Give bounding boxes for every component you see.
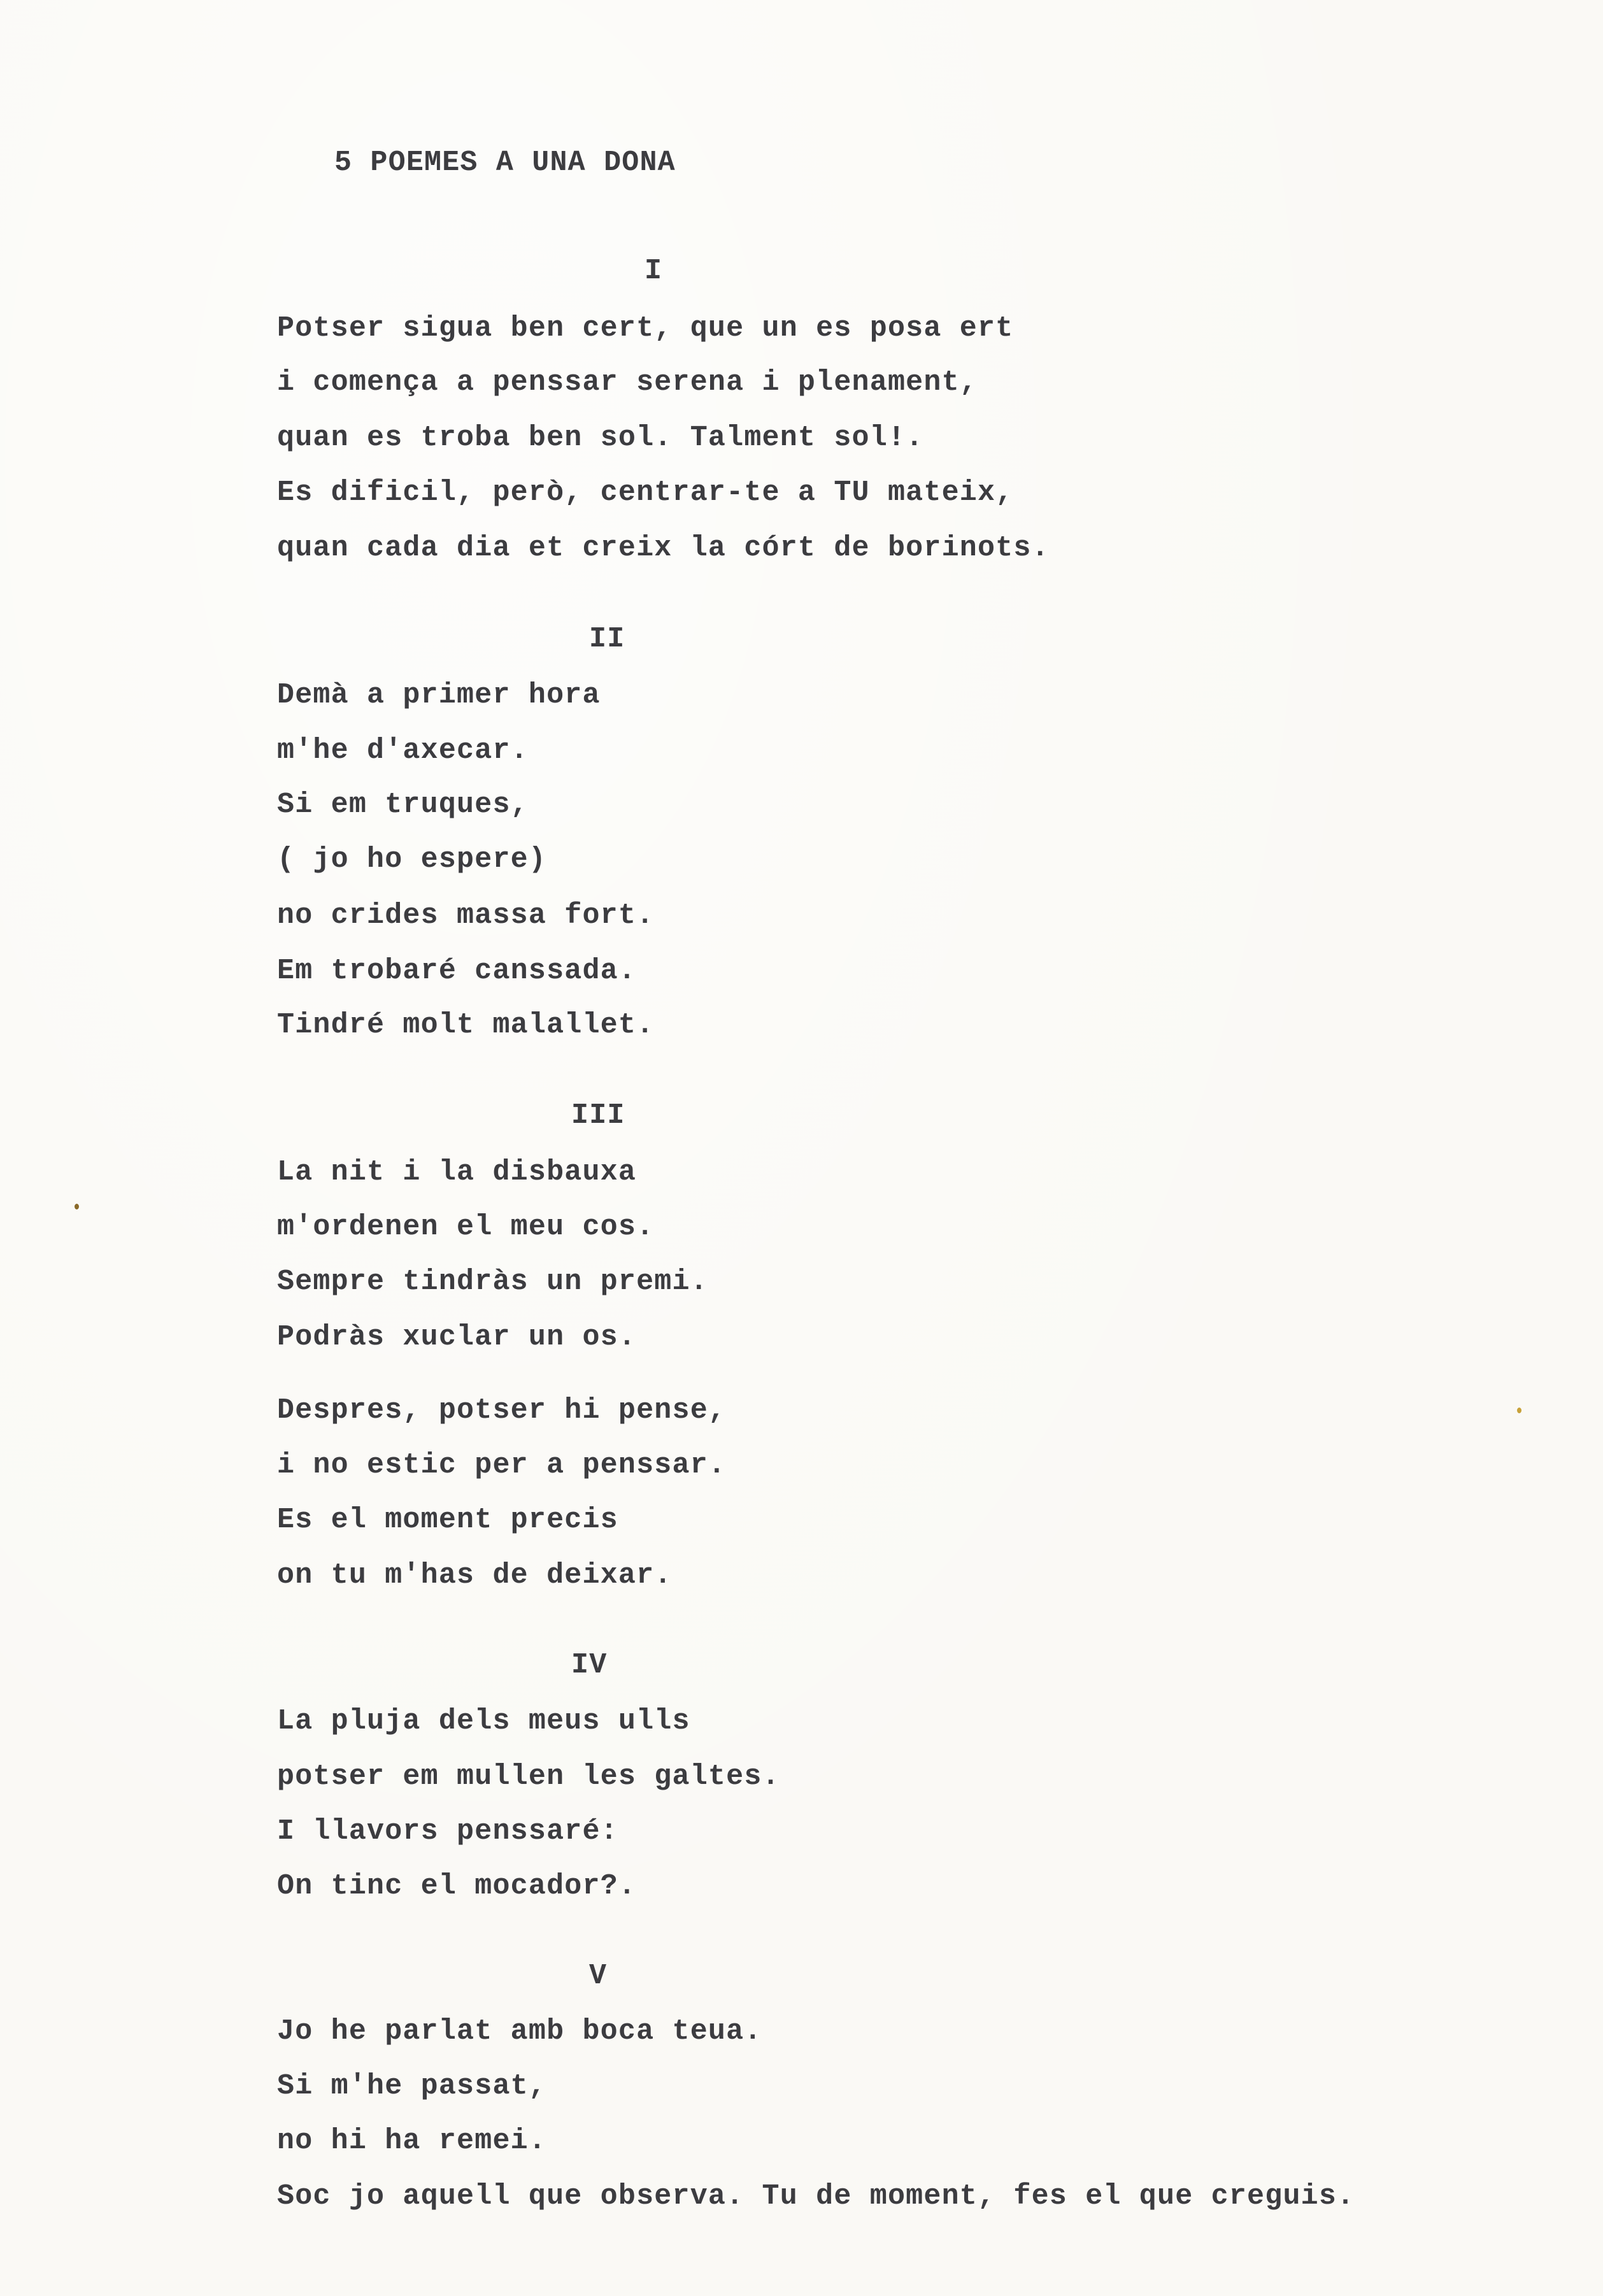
paper-speck [1517,1408,1521,1413]
poem-5-numeral: V [589,1960,608,1992]
poem-3-line: m'ordenen el meu cos. [277,1211,655,1243]
poem-3-line: La nit i la disbauxa [277,1156,637,1188]
poem-1-line: Potser sigua ben cert, que un es posa ert [277,312,1014,345]
poem-4-line: La pluja dels meus ulls [277,1705,690,1737]
poem-2-numeral: II [589,623,625,655]
poem-5-line: Jo he parlat amb boca teua. [277,2015,762,2048]
poem-2-line: Si em truques, [277,788,529,821]
poem-4-numeral: IV [571,1649,608,1681]
poem-4-line: On tinc el mocador?. [277,1870,637,1902]
poem-1-line: i comença a penssar serena i plenament, [277,366,978,399]
poem-1-line: quan cada dia et creix la córt de borinots. [277,532,1050,564]
poem-1-line: quan es troba ben sol. Talment sol!. [277,422,924,454]
poem-3-numeral: III [571,1099,625,1132]
poem-2-line: no crides massa fort. [277,899,655,932]
poem-2-line: Em trobaré canssada. [277,955,637,987]
poem-5-line: no hi ha remei. [277,2125,547,2157]
poem-4-line: I llavors penssaré: [277,1815,618,1848]
poem-2-line: Demà a primer hora [277,679,601,711]
poem-3-line: Podràs xuclar un os. [277,1321,637,1353]
poem-2-line: ( jo ho espere) [277,843,547,876]
poem-4-line: potser em mullen les galtes. [277,1760,780,1793]
poem-5-line: Soc jo aquell que observa. Tu de moment, fes el que creguis. [277,2180,1355,2213]
poem-3-line: i no estic per a penssar. [277,1449,727,1481]
poem-1-numeral: I [645,255,663,287]
poem-3-line: on tu m'has de deixar. [277,1559,673,1592]
poem-2-line: m'he d'axecar. [277,734,529,767]
poem-3-line: Sempre tindràs un premi. [277,1266,708,1298]
poem-1-line: Es dificil, però, centrar-te a TU mateix, [277,476,1014,509]
document-title: 5 POEMES A UNA DONA [334,146,676,179]
paper-speck [75,1204,79,1209]
poem-5-line: Si m'he passat, [277,2070,547,2102]
poem-3-line: Despres, potser hi pense, [277,1394,727,1427]
poem-3-line: Es el moment precis [277,1504,618,1536]
poem-2-line: Tindré molt malallet. [277,1009,655,1041]
